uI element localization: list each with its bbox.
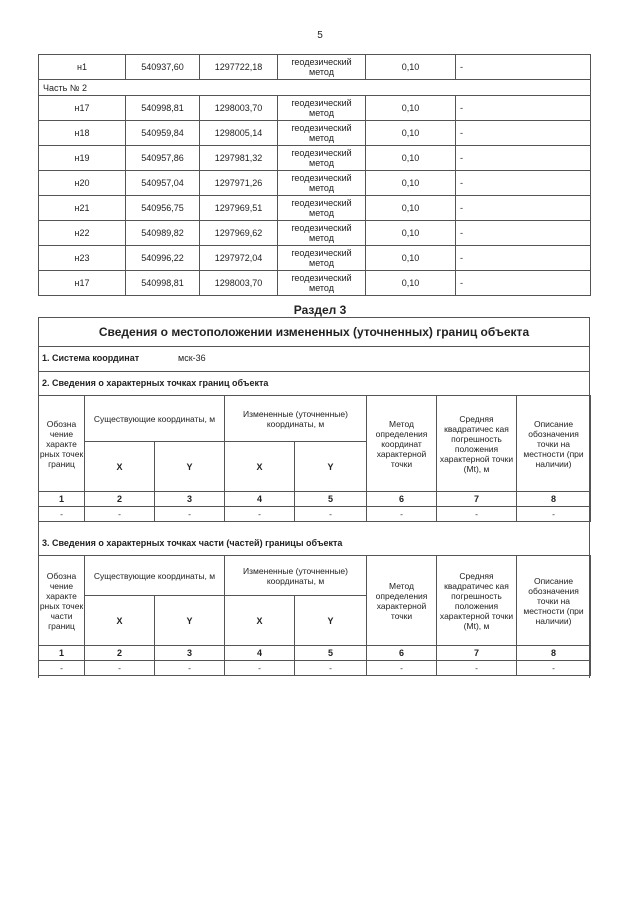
method-cell: геодезический метод bbox=[278, 121, 366, 146]
column-number: 3 bbox=[155, 646, 225, 661]
accuracy-cell: 0,10 bbox=[366, 196, 456, 221]
description-cell: - bbox=[456, 196, 591, 221]
accuracy-cell: 0,10 bbox=[366, 271, 456, 296]
coord-system-line bbox=[42, 353, 206, 363]
column-number: 4 bbox=[225, 492, 295, 507]
point-cell: н21 bbox=[39, 196, 126, 221]
table-row bbox=[39, 507, 591, 522]
point-cell: н19 bbox=[39, 146, 126, 171]
accuracy-cell: 0,10 bbox=[366, 121, 456, 146]
x-cell: 540959,84 bbox=[126, 121, 200, 146]
column-numbers-row bbox=[39, 646, 591, 661]
table-row bbox=[39, 196, 591, 221]
table-row bbox=[39, 246, 591, 271]
x-cell: 540957,04 bbox=[126, 171, 200, 196]
method-cell: геодезический метод bbox=[278, 96, 366, 121]
header-designation: Обозна чение характе рных точек границ bbox=[39, 396, 85, 492]
x-cell: 540998,81 bbox=[126, 96, 200, 121]
part-points-table bbox=[38, 555, 591, 676]
table-row bbox=[39, 55, 591, 80]
header-existing: Существующие координаты, м bbox=[85, 396, 225, 442]
method-cell: геодезический метод bbox=[278, 221, 366, 246]
y-cell: 1297969,51 bbox=[200, 196, 278, 221]
table-row bbox=[39, 271, 591, 296]
column-number: 8 bbox=[517, 646, 591, 661]
point-cell: н17 bbox=[39, 96, 126, 121]
header-changed: Измененные (уточненные) координаты, м bbox=[225, 556, 367, 596]
header-method: Метод определения характерной точки bbox=[367, 556, 437, 646]
coordinates-table bbox=[38, 54, 591, 296]
point-cell: н17 bbox=[39, 271, 126, 296]
column-number: 6 bbox=[367, 492, 437, 507]
y-cell: 1298003,70 bbox=[200, 271, 278, 296]
section-heading: Раздел 3 bbox=[293, 303, 347, 317]
empty-cell: - bbox=[39, 507, 85, 522]
column-number: 1 bbox=[39, 646, 85, 661]
point-cell: н22 bbox=[39, 221, 126, 246]
accuracy-cell: 0,10 bbox=[366, 246, 456, 271]
description-cell: - bbox=[456, 221, 591, 246]
empty-cell: - bbox=[155, 507, 225, 522]
empty-cell: - bbox=[517, 661, 591, 676]
column-number: 3 bbox=[155, 492, 225, 507]
column-number: 7 bbox=[437, 492, 517, 507]
method-cell: геодезический метод bbox=[278, 271, 366, 296]
header-existing: Существующие координаты, м bbox=[85, 556, 225, 596]
method-cell: геодезический метод bbox=[278, 196, 366, 221]
divider bbox=[38, 371, 590, 372]
header-accuracy: Средняя квадратичес кая погрешность положения характерной точки (Mt), м bbox=[437, 556, 517, 646]
header-y: Y bbox=[295, 596, 367, 646]
column-number: 7 bbox=[437, 646, 517, 661]
empty-cell: - bbox=[39, 661, 85, 676]
x-cell: 540957,86 bbox=[126, 146, 200, 171]
boundary-points-table bbox=[38, 395, 591, 522]
header-description: Описание обозначения точки на местности (при наличии) bbox=[517, 556, 591, 646]
description-cell: - bbox=[456, 246, 591, 271]
header-x: X bbox=[225, 596, 295, 646]
x-cell: 540998,81 bbox=[126, 271, 200, 296]
y-cell: 1297972,04 bbox=[200, 246, 278, 271]
column-number: 6 bbox=[367, 646, 437, 661]
column-number: 8 bbox=[517, 492, 591, 507]
header-x: X bbox=[85, 442, 155, 492]
y-cell: 1297981,32 bbox=[200, 146, 278, 171]
header-y: Y bbox=[155, 442, 225, 492]
empty-cell: - bbox=[225, 661, 295, 676]
x-cell: 540996,22 bbox=[126, 246, 200, 271]
method-cell: геодезический метод bbox=[278, 171, 366, 196]
header-x: X bbox=[85, 596, 155, 646]
description-cell: - bbox=[456, 121, 591, 146]
coord-system-value: мск-36 bbox=[178, 353, 206, 363]
header-accuracy: Средняя квадратичес кая погрешность положения характерной точки (Mt), м bbox=[437, 396, 517, 492]
description-cell: - bbox=[456, 171, 591, 196]
column-number: 4 bbox=[225, 646, 295, 661]
accuracy-cell: 0,10 bbox=[366, 146, 456, 171]
y-cell: 1298003,70 bbox=[200, 96, 278, 121]
header-y: Y bbox=[155, 596, 225, 646]
column-numbers-row bbox=[39, 492, 591, 507]
sub3-title: 3. Сведения о характерных точках части (частей) границы объекта bbox=[42, 538, 343, 548]
empty-cell: - bbox=[437, 661, 517, 676]
table-row bbox=[39, 146, 591, 171]
accuracy-cell: 0,10 bbox=[366, 55, 456, 80]
part-label: Часть № 2 bbox=[39, 80, 591, 96]
empty-cell: - bbox=[517, 507, 591, 522]
table-row bbox=[39, 221, 591, 246]
x-cell: 540956,75 bbox=[126, 196, 200, 221]
empty-cell: - bbox=[367, 661, 437, 676]
table-row bbox=[39, 661, 591, 676]
column-number: 5 bbox=[295, 492, 367, 507]
header-y: Y bbox=[295, 442, 367, 492]
point-cell: н1 bbox=[39, 55, 126, 80]
point-cell: н20 bbox=[39, 171, 126, 196]
column-number: 2 bbox=[85, 492, 155, 507]
header-designation: Обозна чение характе рных точек части границ bbox=[39, 556, 85, 646]
accuracy-cell: 0,10 bbox=[366, 221, 456, 246]
header-x: X bbox=[225, 442, 295, 492]
part-label-row bbox=[39, 80, 591, 96]
empty-cell: - bbox=[225, 507, 295, 522]
column-number: 2 bbox=[85, 646, 155, 661]
empty-cell: - bbox=[367, 507, 437, 522]
sub2-title: 2. Сведения о характерных точках границ объекта bbox=[42, 378, 269, 388]
coord-system-label: 1. Система координат bbox=[42, 353, 140, 363]
column-number: 5 bbox=[295, 646, 367, 661]
empty-cell: - bbox=[85, 507, 155, 522]
y-cell: 1297722,18 bbox=[200, 55, 278, 80]
table-row bbox=[39, 171, 591, 196]
header-method: Метод определения координат характерной точки bbox=[367, 396, 437, 492]
x-cell: 540989,82 bbox=[126, 221, 200, 246]
header-description: Описание обозначения точки на местности (при наличии) bbox=[517, 396, 591, 492]
method-cell: геодезический метод bbox=[278, 246, 366, 271]
header-changed: Измененные (уточненные) координаты, м bbox=[225, 396, 367, 442]
accuracy-cell: 0,10 bbox=[366, 171, 456, 196]
page-number: 5 bbox=[317, 30, 323, 41]
table-row bbox=[39, 121, 591, 146]
method-cell: геодезический метод bbox=[278, 146, 366, 171]
table-row bbox=[39, 96, 591, 121]
section-title: Сведения о местоположении измененных (уточненных) границ объекта bbox=[98, 325, 530, 339]
empty-cell: - bbox=[155, 661, 225, 676]
accuracy-cell: 0,10 bbox=[366, 96, 456, 121]
description-cell: - bbox=[456, 146, 591, 171]
empty-cell: - bbox=[85, 661, 155, 676]
divider bbox=[38, 346, 590, 347]
y-cell: 1298005,14 bbox=[200, 121, 278, 146]
y-cell: 1297971,26 bbox=[200, 171, 278, 196]
y-cell: 1297969,62 bbox=[200, 221, 278, 246]
method-cell: геодезический метод bbox=[278, 55, 366, 80]
empty-cell: - bbox=[437, 507, 517, 522]
column-number: 1 bbox=[39, 492, 85, 507]
x-cell: 540937,60 bbox=[126, 55, 200, 80]
point-cell: н18 bbox=[39, 121, 126, 146]
description-cell: - bbox=[456, 55, 591, 80]
empty-cell: - bbox=[295, 661, 367, 676]
point-cell: н23 bbox=[39, 246, 126, 271]
empty-cell: - bbox=[295, 507, 367, 522]
description-cell: - bbox=[456, 96, 591, 121]
description-cell: - bbox=[456, 271, 591, 296]
